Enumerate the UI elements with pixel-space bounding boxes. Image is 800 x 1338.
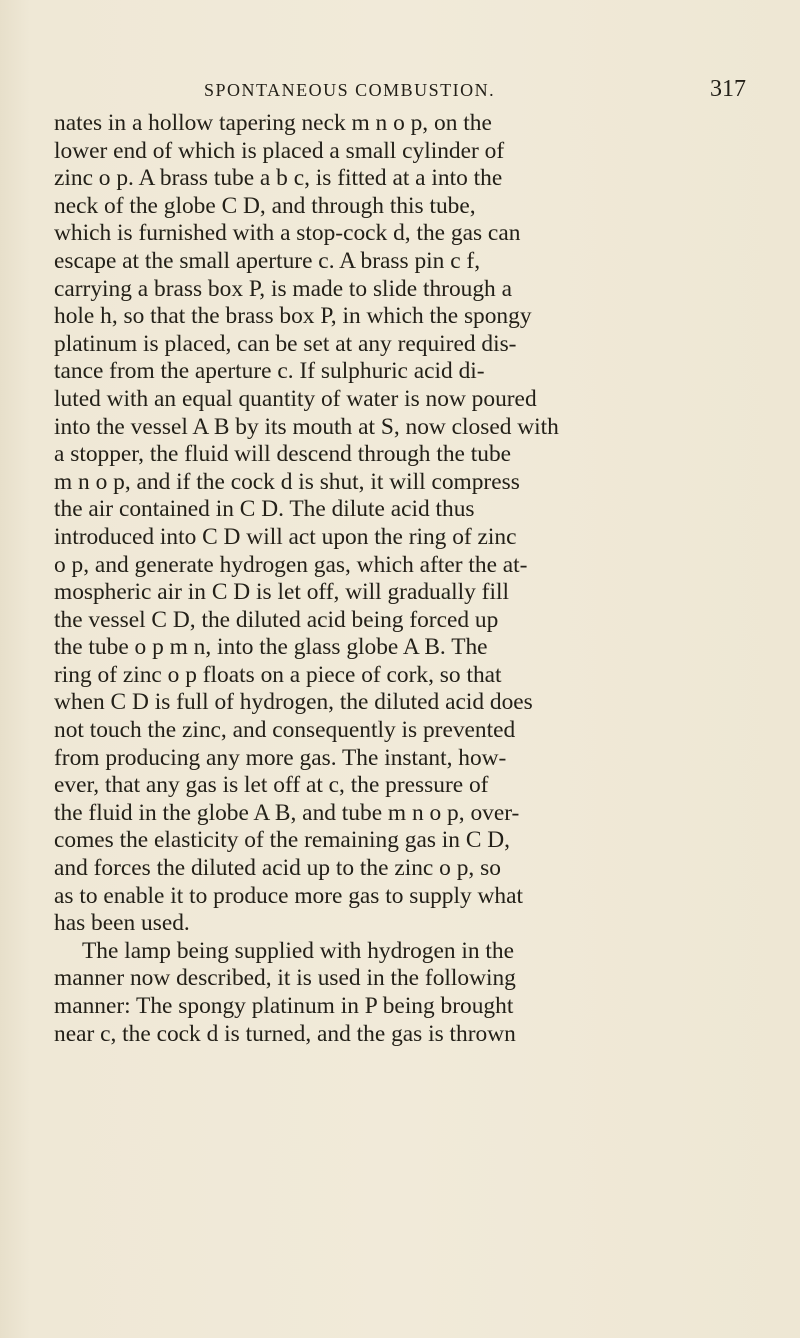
text-line: comes the elasticity of the remaining gas in C D, [54,827,511,854]
text-line: hole h, so that the brass box P, in which the spongy [54,303,532,330]
text-line: when C D is full of hydrogen, the diluted acid does [54,689,533,716]
text-line: near c, the cock d is turned, and the gas is thrown [54,1020,516,1047]
text-line: ring of zinc o p floats on a piece of cork, so that [54,661,502,688]
text-line: escape at the small aperture c. A brass pin c f, [54,247,481,274]
text-line: the vessel C D, the diluted acid being forced up [54,606,499,633]
body-text [54,110,744,1048]
text-line: from producing any more gas. The instant, how- [54,744,507,771]
text-line: manner now described, it is used in the following [54,965,516,992]
text-line: not touch the zinc, and consequently is prevented [54,717,516,744]
text-line: ever, that any gas is let off at c, the pressure of [54,772,489,799]
text-line: the air contained in C D. The dilute acid thus [54,496,475,523]
text-line: nates in a hollow tapering neck m n o p, on the [54,110,492,136]
text-line: the tube o p m n, into the glass globe A B. The [54,634,488,661]
text-line: into the vessel A B by its mouth at S, now closed with [54,413,559,440]
page-number: 317 [710,76,746,102]
text-line: carrying a brass box P, is made to slide through a [54,275,512,302]
text-line: as to enable it to produce more gas to supply what [54,882,524,909]
text-line: introduced into C D will act upon the ring of zinc [54,523,517,550]
text-line: m n o p, and if the cock d is shut, it will compress [54,468,520,495]
paragraph-start-line: The lamp being supplied with hydrogen in the [82,937,514,964]
text-line: the fluid in the globe A B, and tube m n o p, over- [54,799,520,826]
text-line: and forces the diluted acid up to the zinc o p, so [54,855,501,882]
text-line: zinc o p. A brass tube a b c, is fitted at a into the [54,165,503,192]
text-line: platinum is placed, can be set at any required dis- [54,330,517,357]
text-line: tance from the aperture c. If sulphuric acid di- [54,358,485,385]
text-line: manner: The spongy platinum in P being brought [54,993,514,1019]
text-line: o p, and generate hydrogen gas, which after the at- [54,551,528,578]
text-line: has been used. [54,910,190,937]
text-line: which is furnished with a stop-cock d, the gas can [54,220,521,247]
text-line: lower end of which is placed a small cylinder of [54,137,505,164]
text-line: luted with an equal quantity of water is now poured [54,385,537,412]
running-head: SPONTANEOUS COMBUSTION. [204,80,496,100]
text-line: a stopper, the fluid will descend through the tube [54,441,512,468]
text-line: mospheric air in C D is let off, will gradually fill [54,579,509,606]
text-line: neck of the globe C D, and through this tube, [54,192,476,219]
